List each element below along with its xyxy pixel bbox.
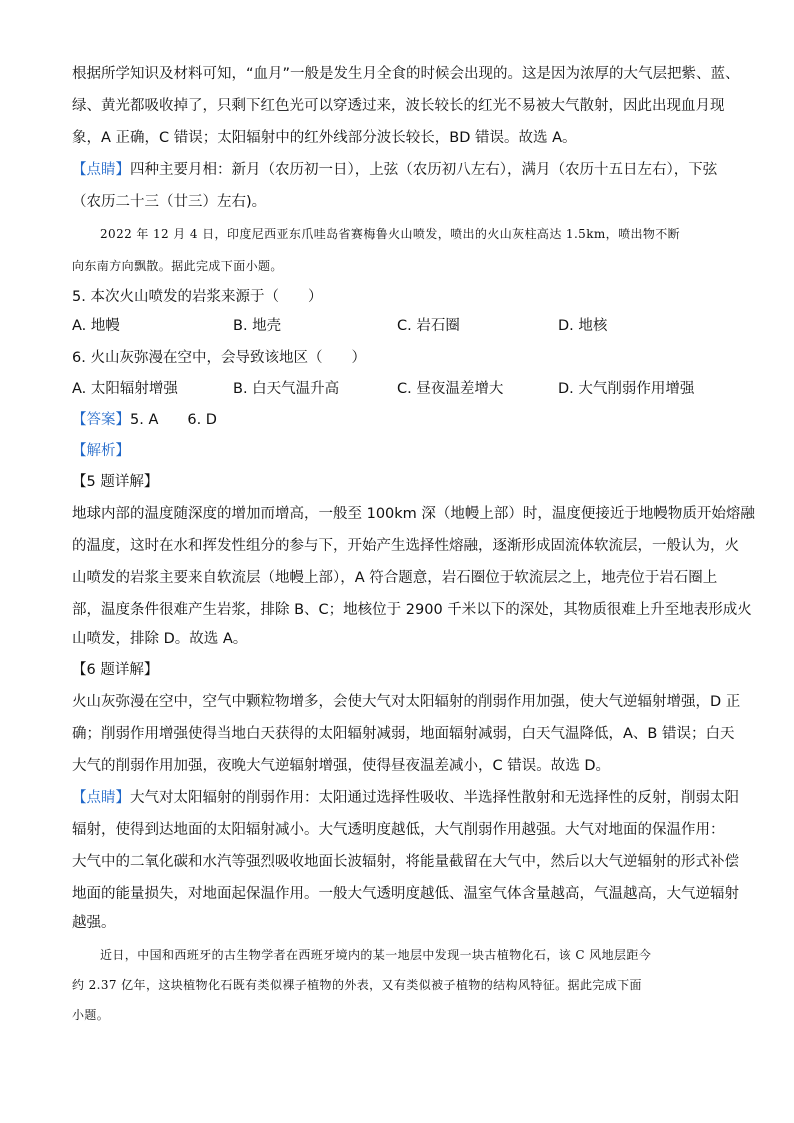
q6-option-c: C. 昼夜温差增大: [397, 381, 504, 397]
paragraph-line: 部，温度条件很难产生岩浆，排除 B、C；地核位于 2900 千米以下的深处，其物质很难上升至地表形成火: [72, 602, 752, 618]
material-line: 约 2.37 亿年，这块植物化石既有类似裸子植物的外表，又有类似被子植物的结构风特征。据此完成下面: [72, 978, 642, 992]
dianjing-tag: 【点睛】: [72, 162, 130, 178]
paragraph-line: 绿、黄光都吸收掉了，只剩下红色光可以穿透过来，波长较长的红光不易被大气散射，因此出现血月现: [72, 98, 725, 114]
paragraph-line: 地球内部的温度随深度的增加而增高，一般至 100km 深（地幔上部）时，温度便接近于地幔物质开始熔融: [72, 506, 755, 522]
q6-option-a: A. 太阳辐射增强: [72, 381, 178, 397]
q6-option-d: D. 大气削弱作用增强: [558, 381, 695, 397]
paragraph-line: 地面的能量损失，对地面起保温作用。一般大气透明度越低、温室气体含量越高，气温越高，大气逆辐射: [72, 886, 739, 902]
paragraph-line: 火山灰弥漫在空中，空气中颗粒物增多，会使大气对太阳辐射的削弱作用加强，使大气逆辐射增强，D 正: [72, 694, 741, 710]
q5-option-b: B. 地壳: [233, 318, 282, 334]
dianjing-tag: 【点睛】: [72, 790, 130, 806]
paragraph-line: 辐射，使得到达地面的太阳辐射减小。大气透明度越低，大气削弱作用越强。大气对地面的保温作用：: [72, 822, 725, 838]
analysis-tag: 【解析】: [72, 443, 130, 459]
dianjing-line: [72, 788, 739, 808]
dianjing-line: [72, 160, 717, 180]
q5-option-c: C. 岩石圈: [397, 318, 460, 334]
material-line: 向东南方向飘散。据此完成下面小题。: [72, 259, 283, 273]
material-line: 小题。: [72, 1008, 110, 1022]
q5-option-d: D. 地核: [558, 318, 608, 334]
answer-text: 5. A 6. D: [130, 412, 217, 428]
q6-option-b: B. 白天气温升高: [233, 381, 340, 397]
dianjing-text: 大气对太阳辐射的削弱作用：太阳通过选择性吸收、半选择性散射和无选择性的反射，削弱太阳: [130, 790, 739, 806]
q5-option-a: A. 地幔: [72, 318, 120, 334]
paragraph-line: 的温度，这时在水和挥发性组分的参与下，开始产生选择性熔融，逐渐形成固流体软流层，一般认为，火: [72, 538, 739, 554]
paragraph-line: 根据所学知识及材料可知，“血月”一般是发生月全食的时候会出现的。这是因为浓厚的大气层把紫、蓝、: [72, 66, 740, 82]
paragraph-line: 象，A 正确，C 错误；太阳辐射中的红外线部分波长较长，BD 错误。故选 A。: [72, 130, 577, 146]
answer-line: [72, 410, 217, 430]
question-5-stem: 5. 本次火山喷发的岩浆来源于（ ）: [72, 289, 323, 305]
paragraph-line: 山喷发的岩浆主要来自软流层（地幔上部），A 符合题意，岩石圈位于软流层之上，地壳位于岩石圈上: [72, 570, 718, 586]
detail-6-tag: 【6 题详解】: [72, 662, 159, 678]
detail-5-tag: 【5 题详解】: [72, 474, 159, 490]
paragraph-line: 大气中的二氧化碳和水汽等强烈吸收地面长波辐射，将能量截留在大气中，然后以大气逆辐射的形式补偿: [72, 854, 739, 870]
paragraph-line: （农历二十三（廿三）左右)。: [72, 194, 267, 210]
answer-tag: 【答案】: [72, 412, 130, 428]
paragraph-line: 确；削弱作用增强使得当地白天获得的太阳辐射减弱，地面辐射减弱，白天气温降低，A、B 错误；白天: [72, 726, 735, 742]
question-6-stem: 6. 火山灰弥漫在空中，会导致该地区（ ）: [72, 350, 366, 366]
paragraph-line: 越强。: [72, 915, 116, 931]
material-line: 近日，中国和西班牙的古生物学者在西班牙境内的某一地层中发现一块古植物化石，该 C 风地层距今: [100, 948, 652, 962]
material-line: 2022 年 12 月 4 日，印度尼西亚东爪哇岛省赛梅鲁火山喷发，喷出的火山灰柱高达 1.5km，喷出物不断: [100, 227, 681, 241]
dianjing-text: 四种主要月相：新月（农历初一日），上弦（农历初八左右），满月（农历十五日左右），下弦: [130, 162, 718, 178]
paragraph-line: 大气的削弱作用加强，夜晚大气逆辐射增强，使得昼夜温差减小，C 错误。故选 D。: [72, 758, 611, 774]
paragraph-line: 山喷发，排除 D。故选 A。: [72, 631, 248, 647]
